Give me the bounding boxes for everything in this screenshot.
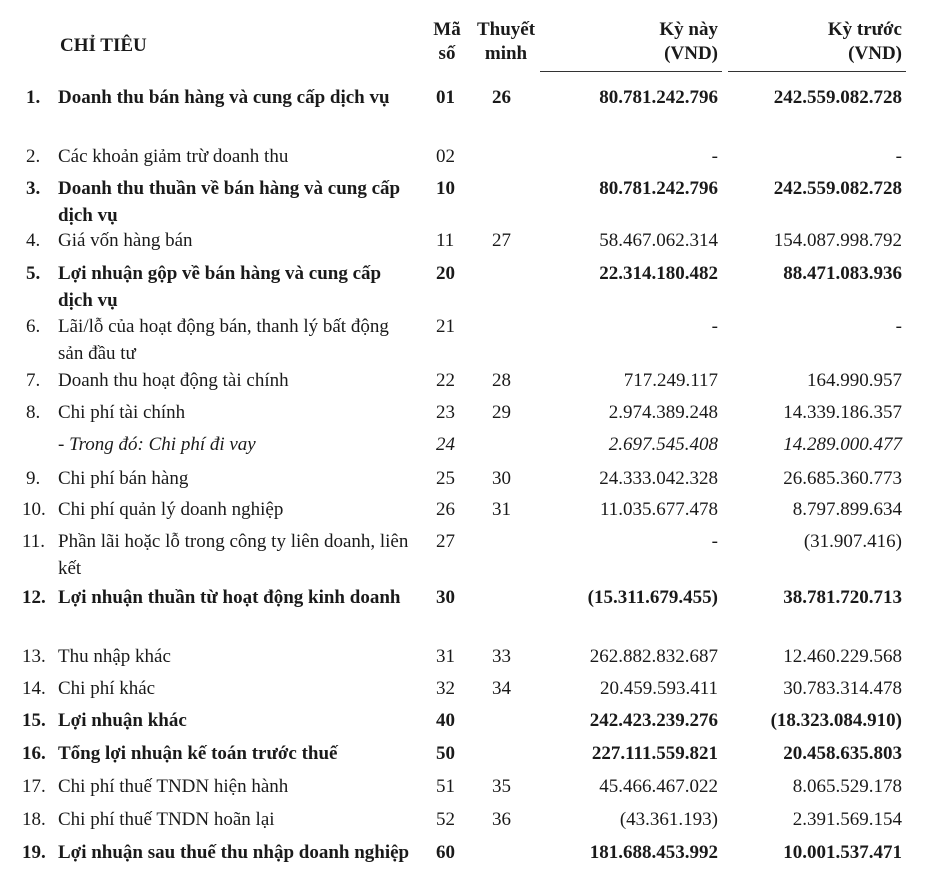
header-note <box>468 18 544 66</box>
row-code: 02 <box>436 146 455 167</box>
row-label: Chi phí tài chính <box>58 402 186 423</box>
row-current-value: 24.333.042.328 <box>599 468 718 489</box>
row-code: 20 <box>436 263 455 284</box>
row-previous-value: 30.783.314.478 <box>783 678 902 699</box>
row-note: 36 <box>492 809 511 830</box>
row-note: 31 <box>492 499 511 520</box>
row-previous-value: 164.990.957 <box>807 370 902 391</box>
row-number: 12. <box>22 587 46 608</box>
row-current-value: 2.697.545.408 <box>608 434 718 455</box>
row-current-value: (43.361.193) <box>619 809 718 830</box>
row-number: 13. <box>22 646 46 667</box>
row-previous-value: 8.797.899.634 <box>792 499 902 520</box>
row-label: - Trong đó: Chi phí đi vay <box>58 434 256 455</box>
row-label: Lợi nhuận gộp về bán hàng và cung cấp dịch vụ <box>58 263 382 311</box>
row-label: Lợi nhuận khác <box>58 710 187 731</box>
row-label: Lãi/lỗ của hoạt động bán, thanh lý bất động sản đầu tư <box>58 316 389 364</box>
row-number: 17. <box>22 776 46 797</box>
row-previous-value: 20.458.635.803 <box>783 743 902 764</box>
header-previous-underline <box>728 71 906 72</box>
header-current-underline <box>540 71 722 72</box>
row-code: 23 <box>436 402 455 423</box>
row-previous-value: 88.471.083.936 <box>783 263 902 284</box>
header-code-line2: số <box>438 43 456 64</box>
row-number: 6. <box>26 316 41 337</box>
row-label: Phần lãi hoặc lỗ trong công ty liên doanh, liên kết <box>58 531 409 579</box>
row-current-value: 22.314.180.482 <box>599 263 718 284</box>
row-previous-value: 8.065.529.178 <box>792 776 902 797</box>
row-current-value: 80.781.242.796 <box>599 178 718 199</box>
row-previous-value: 38.781.720.713 <box>783 587 902 608</box>
row-code: 27 <box>436 531 455 552</box>
row-current-value: 58.467.062.314 <box>599 230 718 251</box>
row-current-value: 11.035.677.478 <box>599 499 718 520</box>
row-number: 16. <box>22 743 46 764</box>
row-label: Doanh thu bán hàng và cung cấp dịch vụ <box>58 87 390 108</box>
row-current-value: 717.249.117 <box>623 370 718 391</box>
row-label: Lợi nhuận thuần từ hoạt động kinh doanh <box>58 587 401 608</box>
header-previous-line1: Kỳ trước <box>827 19 902 40</box>
row-code: 40 <box>436 710 455 731</box>
row-number: 18. <box>22 809 46 830</box>
row-number: 14. <box>22 678 46 699</box>
row-current-value: 20.459.593.411 <box>599 678 718 699</box>
row-note: 29 <box>492 402 511 423</box>
row-previous-value: - <box>895 146 902 167</box>
row-current-value: 262.882.832.687 <box>589 646 718 667</box>
row-previous-value: 242.559.082.728 <box>773 178 902 199</box>
row-label: Lợi nhuận sau thuế thu nhập doanh nghiệp <box>58 842 410 863</box>
row-current-value: (15.311.679.455) <box>587 587 718 608</box>
header-previous-line2: (VND) <box>848 43 902 64</box>
row-current-value: 2.974.389.248 <box>608 402 718 423</box>
row-number: 4. <box>26 230 41 251</box>
row-code: 32 <box>436 678 455 699</box>
header-code-line1: Mã <box>433 19 461 40</box>
header-indicator: CHỈ TIÊU <box>60 35 147 56</box>
row-number: 10. <box>22 499 46 520</box>
row-code: 30 <box>436 587 455 608</box>
row-note: 33 <box>492 646 511 667</box>
row-label: Thu nhập khác <box>58 646 171 667</box>
row-code: 50 <box>436 743 455 764</box>
row-previous-value: 2.391.569.154 <box>792 809 902 830</box>
row-note: 27 <box>492 230 511 251</box>
row-label: Chi phí thuế TNDN hoãn lại <box>58 809 275 830</box>
row-previous-value: 10.001.537.471 <box>783 842 902 863</box>
row-number: 8. <box>26 402 41 423</box>
row-previous-value: 14.339.186.357 <box>783 402 902 423</box>
row-previous-value: - <box>895 316 902 337</box>
header-code <box>424 18 470 66</box>
row-code: 51 <box>436 776 455 797</box>
row-code: 26 <box>436 499 455 520</box>
row-number: 9. <box>26 468 41 489</box>
row-current-value: 227.111.559.821 <box>591 743 718 764</box>
header-current <box>560 18 718 66</box>
row-number: 2. <box>26 146 41 167</box>
row-note: 34 <box>492 678 511 699</box>
row-code: 21 <box>436 316 455 337</box>
row-code: 10 <box>436 178 455 199</box>
row-code: 01 <box>436 87 455 108</box>
row-number: 19. <box>22 842 46 863</box>
header-previous <box>740 18 902 66</box>
row-current-value: - <box>711 531 718 552</box>
header-current-line1: Kỳ này <box>659 19 718 40</box>
row-code: 22 <box>436 370 455 391</box>
row-current-value: - <box>711 316 718 337</box>
row-code: 25 <box>436 468 455 489</box>
row-previous-value: 14.289.000.477 <box>783 434 902 455</box>
header-note-line1: Thuyết <box>476 19 536 40</box>
row-label: Doanh thu hoạt động tài chính <box>58 370 289 391</box>
header-note-line2: minh <box>484 43 528 64</box>
row-note: 30 <box>492 468 511 489</box>
header-current-line2: (VND) <box>664 43 718 64</box>
row-previous-value: (18.323.084.910) <box>770 710 902 731</box>
row-number: 3. <box>26 178 41 199</box>
row-previous-value: (31.907.416) <box>803 531 902 552</box>
row-number: 5. <box>26 263 41 284</box>
row-number: 1. <box>26 87 41 108</box>
row-current-value: 45.466.467.022 <box>599 776 718 797</box>
row-code: 52 <box>436 809 455 830</box>
row-current-value: 242.423.239.276 <box>589 710 718 731</box>
row-label: Chi phí thuế TNDN hiện hành <box>58 776 289 797</box>
row-label: Doanh thu thuần về bán hàng và cung cấp dịch vụ <box>58 178 401 226</box>
row-number: 11. <box>22 531 46 552</box>
row-previous-value: 12.460.229.568 <box>783 646 902 667</box>
row-code: 60 <box>436 842 455 863</box>
row-current-value: 80.781.242.796 <box>599 87 718 108</box>
row-note: 35 <box>492 776 511 797</box>
row-label: Chi phí quản lý doanh nghiệp <box>58 499 284 520</box>
row-previous-value: 242.559.082.728 <box>773 87 902 108</box>
row-label: Giá vốn hàng bán <box>58 230 193 251</box>
row-code: 31 <box>436 646 455 667</box>
row-previous-value: 154.087.998.792 <box>773 230 902 251</box>
row-label: Chi phí khác <box>58 678 156 699</box>
row-label: Tổng lợi nhuận kế toán trước thuế <box>58 743 338 764</box>
row-code: 24 <box>436 434 455 455</box>
row-label: Các khoản giảm trừ doanh thu <box>58 146 289 167</box>
row-code: 11 <box>436 230 455 251</box>
row-label: Chi phí bán hàng <box>58 468 189 489</box>
row-note: 26 <box>492 87 511 108</box>
row-current-value: 181.688.453.992 <box>589 842 718 863</box>
row-current-value: - <box>711 146 718 167</box>
row-number: 7. <box>26 370 41 391</box>
row-previous-value: 26.685.360.773 <box>783 468 902 489</box>
row-number: 15. <box>22 710 46 731</box>
row-note: 28 <box>492 370 511 391</box>
